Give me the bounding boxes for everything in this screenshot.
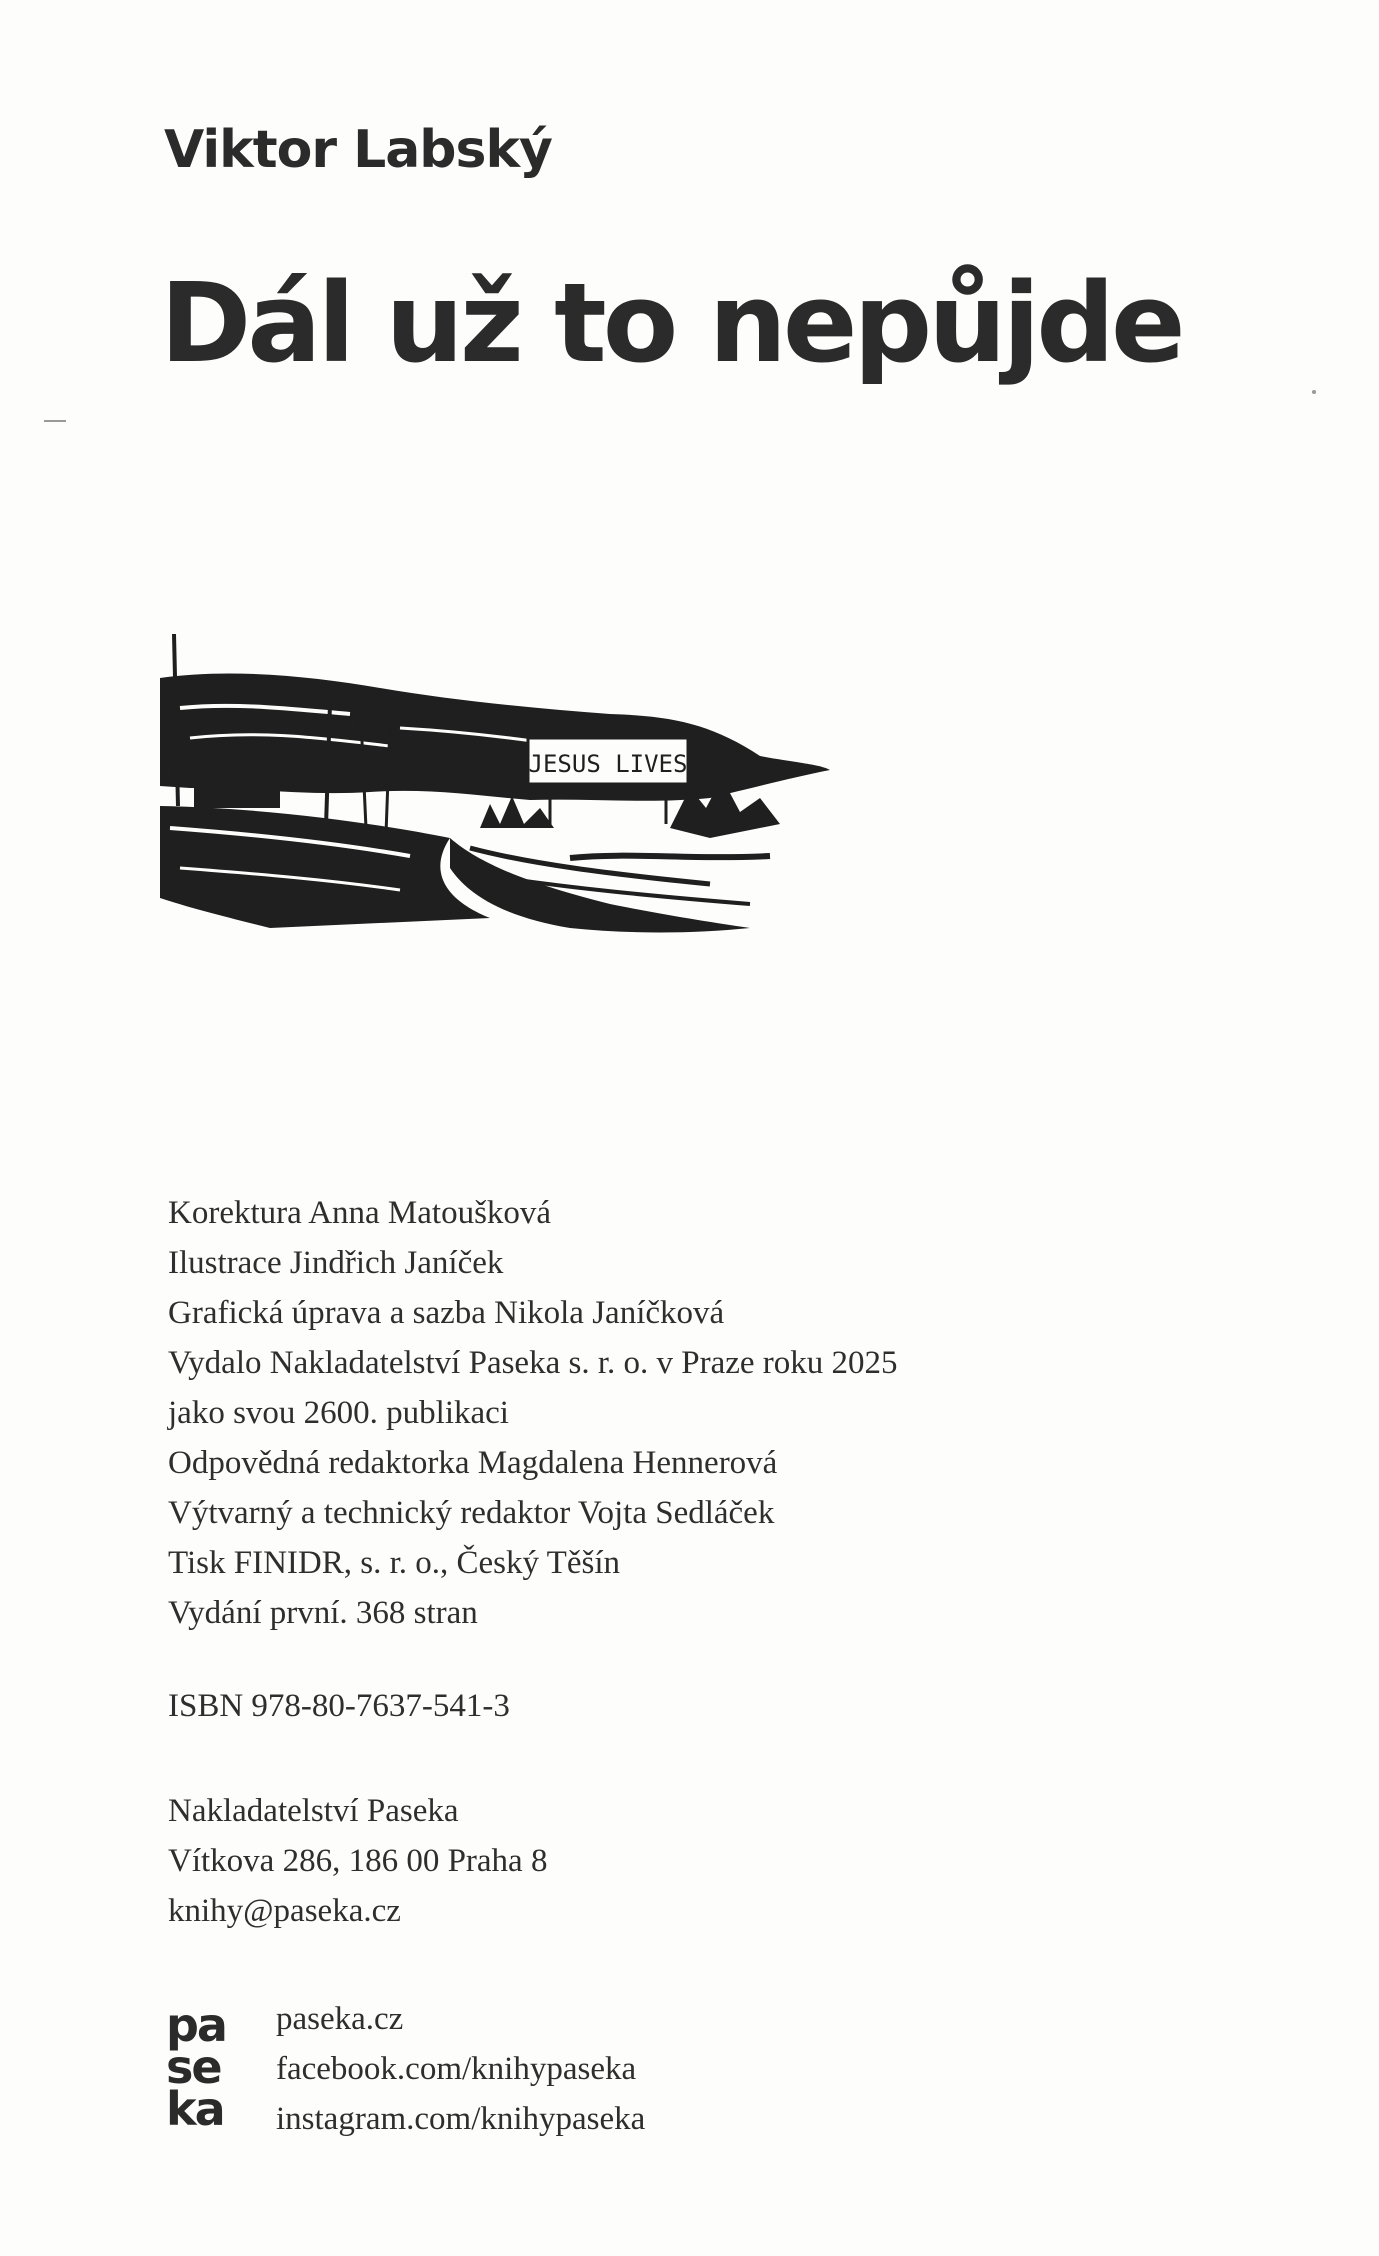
isbn: ISBN 978-80-7637-541-3: [168, 1688, 510, 1724]
publisher-email: knihy@paseka.cz: [168, 1893, 401, 1929]
imprint-line: Grafická úprava a sazba Nikola Janíčková: [168, 1295, 725, 1331]
imprint-line: Korektura Anna Matoušková: [168, 1195, 552, 1231]
imprint-line: jako svou 2600. publikaci: [168, 1395, 509, 1431]
author-name: Viktor Labský: [164, 120, 552, 180]
imprint-line: Ilustrace Jindřich Janíček: [168, 1245, 504, 1281]
logo-line: ka: [166, 2082, 224, 2136]
imprint-line: Vydání první. 368 stran: [168, 1595, 478, 1631]
imprint-line: Vydalo Nakladatelství Paseka s. r. o. v Praze roku 2025: [168, 1345, 898, 1381]
imprint-line: Výtvarný a technický redaktor Vojta Sedláček: [168, 1495, 775, 1531]
paseka-logo: [166, 1998, 226, 2136]
scan-speck: [1312, 390, 1316, 394]
publisher-street: Vítkova 286, 186 00 Praha 8: [168, 1843, 548, 1879]
imprint-line: Tisk FINIDR, s. r. o., Český Těšín: [168, 1545, 620, 1581]
instagram-link: instagram.com/knihypaseka: [276, 2101, 646, 2137]
logo-line: pa: [166, 1998, 226, 2052]
billboard-sign-text: JESUS LIVES: [528, 750, 688, 778]
road-billboard-illustration: [150, 628, 840, 948]
publisher-name: Nakladatelství Paseka: [168, 1793, 459, 1829]
book-title: Dál už to nepůjde: [160, 259, 1182, 387]
publisher-address: [168, 1786, 547, 1936]
publisher-links: [276, 1994, 645, 2144]
website-link: paseka.cz: [276, 2001, 404, 2037]
facebook-link: facebook.com/knihypaseka: [276, 2051, 637, 2087]
imprint-line: Odpovědná redaktorka Magdalena Hennerová: [168, 1445, 778, 1481]
imprint-block: [168, 1188, 898, 1638]
logo-line: se: [166, 2040, 221, 2094]
scan-speck: [44, 420, 66, 422]
